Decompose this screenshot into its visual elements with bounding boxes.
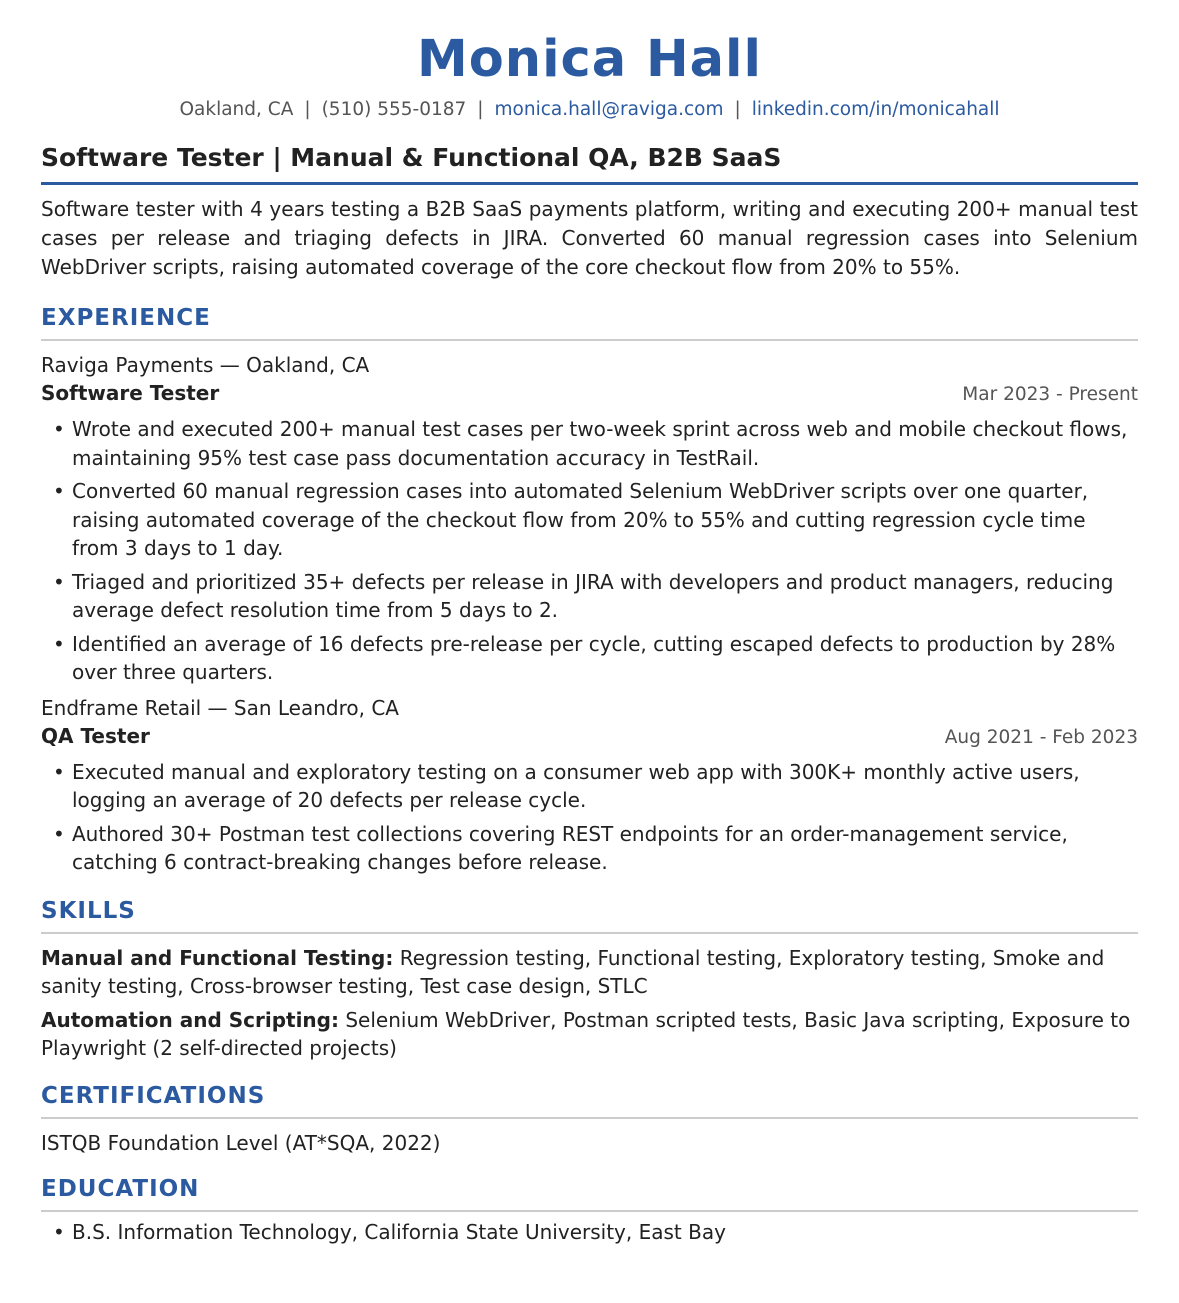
bullet-text: Authored 30+ Postman test collections covering REST endpoints for an order-management service, catching 6 contract-breaking changes before release. xyxy=(72,821,1068,874)
bullet-text: Identified an average of 16 defects pre-release per cycle, cutting escaped defects to production by 28% over three quarters. xyxy=(72,631,1116,684)
education-list xyxy=(41,1218,1138,1247)
bullet-icon: • xyxy=(53,417,65,441)
job-entry xyxy=(41,694,1138,877)
list-item xyxy=(41,1218,1138,1247)
bullet-icon: • xyxy=(53,479,65,503)
skill-group-text: Regression testing, Functional testing, Exploratory testing, Smoke and sanity testing, Cross-browser testing, Test case design, STLC xyxy=(41,945,1105,998)
skill-group-text: Selenium WebDriver, Postman scripted tests, Basic Java scripting, Exposure to Playwright (2 self-directed projects) xyxy=(41,1007,1131,1060)
phone: (510) 555-0187 xyxy=(321,99,467,120)
list-item xyxy=(41,415,1138,472)
section-title-skills: SKILLS xyxy=(41,896,1138,934)
job-dates: Aug 2021 - Feb 2023 xyxy=(944,726,1138,748)
linkedin-link[interactable]: linkedin.com/in/monicahall xyxy=(751,99,1000,120)
bullet-icon: • xyxy=(53,631,65,656)
list-item xyxy=(41,630,1138,687)
section-title-experience: EXPERIENCE xyxy=(41,303,1138,341)
section-title-certifications: CERTIFICATIONS xyxy=(41,1081,1138,1119)
bullet-icon: • xyxy=(53,1219,65,1244)
location: Oakland, CA xyxy=(179,99,294,120)
job-role: QA Tester xyxy=(41,723,150,748)
list-item xyxy=(41,477,1138,563)
job-bullets xyxy=(41,758,1138,877)
bullet-icon: • xyxy=(53,821,65,846)
summary: Software tester with 4 years testing a B2B SaaS payments platform, writing and executing 200+ manual test cases per release and triaging defects in JIRA. Converted 60 manual regression cases into Selenium WebDriver scripts, raising automated coverage of the core checkout flow from 20% to 55%. xyxy=(41,197,1138,279)
bullet-icon: • xyxy=(53,569,65,594)
job-role: Software Tester xyxy=(41,381,220,405)
job-role-row xyxy=(41,379,1138,409)
headline: Software Tester | Manual & Functional QA, B2B SaaS xyxy=(41,142,1138,185)
contact-separator: | xyxy=(304,99,311,120)
job-dates: Mar 2023 - Present xyxy=(962,384,1138,405)
education-item: B.S. Information Technology, California State University, East Bay xyxy=(72,1219,726,1244)
job-entry xyxy=(41,351,1138,687)
job-role-row xyxy=(41,722,1138,752)
list-item xyxy=(41,568,1138,625)
bullet-text: Converted 60 manual regression cases into automated Selenium WebDriver scripts over one quarter, raising automated coverage of the checkout flow from 20% to 55% and cutting regression cycle time from 3 days to 1 day. xyxy=(72,479,1089,560)
bullet-text: Triaged and prioritized 35+ defects per release in JIRA with developers and product managers, reducing average defect resolution time from 5 days to 2. xyxy=(72,569,1114,622)
bullet-text: Wrote and executed 200+ manual test cases per two-week sprint across web and mobile checkout flows, maintaining 95% test case pass documentation accuracy in TestRail. xyxy=(72,417,1128,470)
job-bullets xyxy=(41,415,1138,687)
list-item xyxy=(41,758,1138,815)
bullet-text: Executed manual and exploratory testing on a consumer web app with 300K+ monthly active users, logging an average of 20 defects per release cycle. xyxy=(72,759,1080,812)
list-item xyxy=(41,820,1138,877)
candidate-name: Monica Hall xyxy=(416,30,763,89)
certification-item: ISTQB Foundation Level (AT*SQA, 2022) xyxy=(41,1130,441,1155)
contact-separator: | xyxy=(477,99,484,120)
contact-separator: | xyxy=(734,99,741,120)
skill-group-label: Manual and Functional Testing: xyxy=(41,945,394,970)
section-title-education: EDUCATION xyxy=(41,1174,1138,1212)
bullet-icon: • xyxy=(53,759,65,784)
contact-line xyxy=(41,97,1138,123)
skill-group xyxy=(41,944,1138,1000)
job-company: Raviga Payments — Oakland, CA xyxy=(41,353,370,377)
skill-group xyxy=(41,1006,1138,1062)
resume-page xyxy=(41,0,1138,1251)
email-link[interactable]: monica.hall@raviga.com xyxy=(494,99,724,120)
skill-group-label: Automation and Scripting: xyxy=(41,1007,339,1032)
job-company: Endframe Retail — San Leandro, CA xyxy=(41,695,399,720)
